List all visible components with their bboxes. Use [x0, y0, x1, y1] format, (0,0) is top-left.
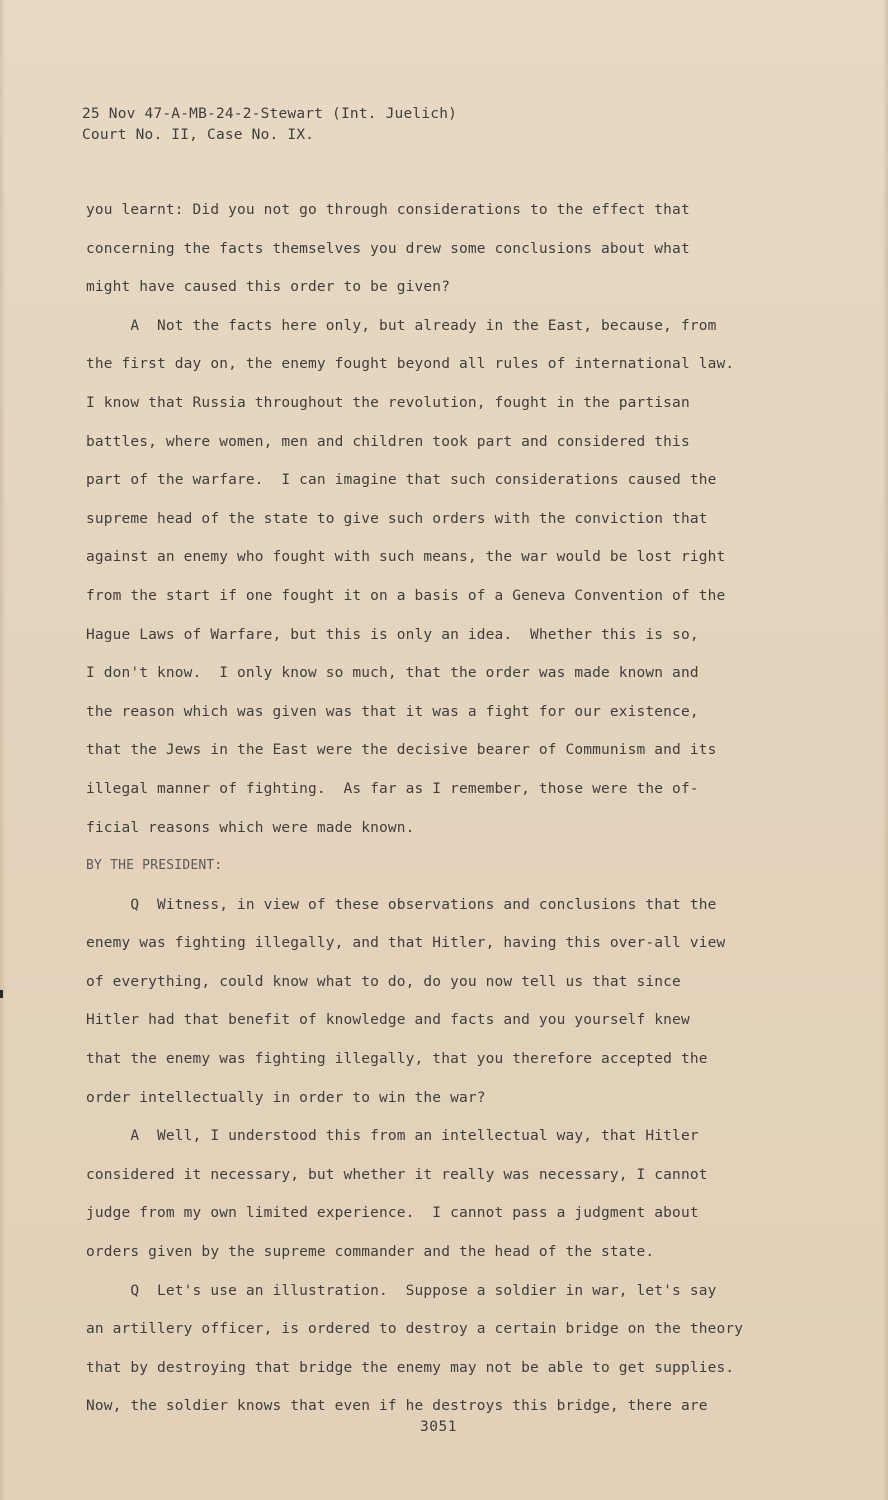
transcript-line: order intellectually in order to win the war? — [86, 1089, 486, 1106]
transcript-line: illegal manner of fighting. As far as I remember, those were the of- — [86, 780, 699, 797]
transcript-line: might have caused this order to be given? — [86, 279, 451, 296]
document-header — [82, 104, 457, 146]
transcript-line: an artillery officer, is ordered to destroy a certain bridge on the theory — [86, 1321, 744, 1338]
margin-mark — [0, 990, 3, 998]
transcript-body — [86, 198, 826, 1433]
transcript-line: that by destroying that bridge the enemy may not be able to get supplies. — [86, 1359, 735, 1376]
transcript-line: I know that Russia throughout the revolution, fought in the partisan — [86, 394, 690, 411]
transcript-line: enemy was fighting illegally, and that Hitler, having this over-all view — [86, 935, 726, 952]
transcript-line: against an enemy who fought with such means, the war would be lost right — [86, 549, 726, 566]
transcript-line: that the enemy was fighting illegally, that you therefore accepted the — [86, 1051, 708, 1068]
transcript-line: concerning the facts themselves you drew some conclusions about what — [86, 240, 690, 257]
transcript-line: A Not the facts here only, but already in the East, because, from — [86, 317, 717, 334]
transcript-line: you learnt: Did you not go through considerations to the effect that — [86, 202, 690, 218]
transcript-line: Hitler had that benefit of knowledge and facts and you yourself knew — [86, 1012, 690, 1029]
transcript-line: A Well, I understood this from an intellectual way, that Hitler — [86, 1128, 699, 1145]
transcript-line: Now, the soldier knows that even if he destroys this bridge, there are — [86, 1398, 708, 1415]
transcript-line: Q Witness, in view of these observations and conclusions that the — [86, 896, 717, 913]
transcript-line: orders given by the supreme commander and the head of the state. — [86, 1244, 655, 1261]
transcript-line: battles, where women, men and children took part and considered this — [86, 433, 690, 450]
header-line-court-case: Court No. II, Case No. IX. — [82, 127, 315, 143]
transcript-line: Q Let's use an illustration. Suppose a soldier in war, let's say — [86, 1282, 717, 1299]
transcript-line: ficial reasons which were made known. — [86, 819, 415, 836]
transcript-line: judge from my own limited experience. I cannot pass a judgment about — [86, 1205, 699, 1222]
transcript-line: that the Jews in the East were the decisive bearer of Communism and its — [86, 742, 717, 759]
transcript-line: from the start if one fought it on a basis of a Geneva Convention of the — [86, 587, 726, 604]
left-edge-shadow — [0, 0, 6, 1500]
transcript-line: Hague Laws of Warfare, but this is only an idea. Whether this is so, — [86, 626, 699, 643]
speaker-heading: BY THE PRESIDENT: — [86, 858, 223, 874]
transcript-line: of everything, could know what to do, do you now tell us that since — [86, 973, 681, 990]
transcript-line: considered it necessary, but whether it really was necessary, I cannot — [86, 1166, 708, 1183]
transcript-line: supreme head of the state to give such orders with the conviction that — [86, 510, 708, 527]
page-number: 3051 — [420, 1419, 457, 1435]
transcript-line: the reason which was given was that it was a fight for our existence, — [86, 703, 699, 720]
right-edge-shadow — [882, 0, 888, 1500]
header-line-date-reference: 25 Nov 47-A-MB-24-2-Stewart (Int. Juelich) — [82, 106, 458, 122]
transcript-line: the first day on, the enemy fought beyond all rules of international law. — [86, 356, 735, 373]
transcript-line: I don't know. I only know so much, that the order was made known and — [86, 665, 699, 682]
transcript-line: part of the warfare. I can imagine that such considerations caused the — [86, 472, 717, 489]
